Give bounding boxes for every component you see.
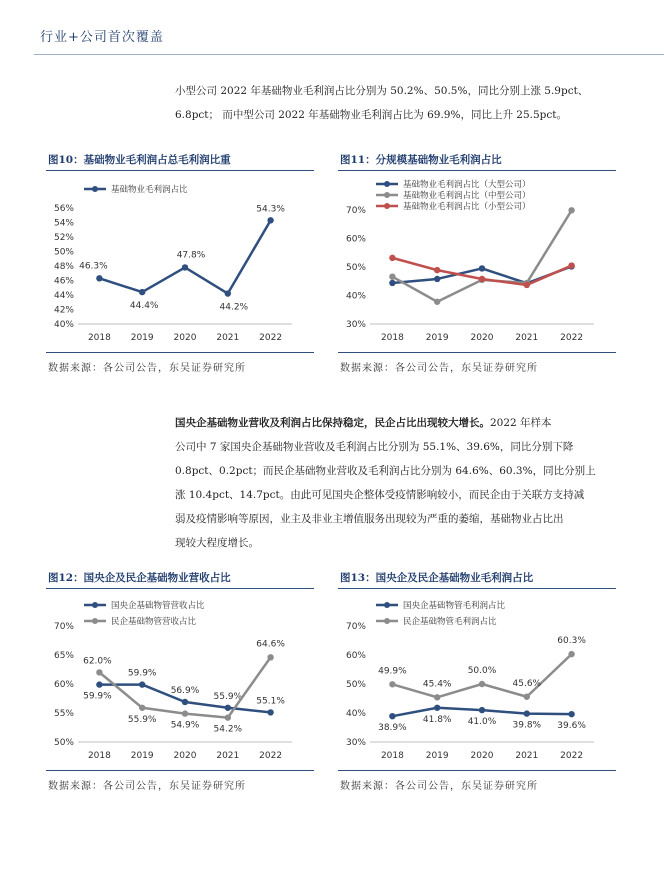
fig12-x-tick-label: 2020 [173, 751, 197, 761]
fig12-y-tick-label: 50% [53, 738, 74, 748]
fig13-data-point [479, 681, 485, 687]
fig10-data-point [139, 289, 145, 295]
fig13-y-tick-label: 70% [345, 622, 366, 632]
fig12-data-point [139, 681, 145, 687]
fig13-legend-marker [384, 618, 390, 624]
fig12-y-tick-label: 55% [53, 709, 74, 719]
fig10-y-tick-label: 44% [53, 291, 74, 301]
fig12-y-tick-label: 70% [53, 622, 74, 632]
fig12-data-label: 62.0% [83, 656, 112, 667]
fig13-legend-label: 国央企基础物管毛利润占比 [403, 601, 506, 611]
fig11-data-point [479, 276, 485, 282]
fig12-x-tick-label: 2021 [216, 751, 240, 761]
fig12-data-point [267, 654, 273, 660]
fig11-data-point [568, 207, 574, 213]
fig12-data-point [96, 681, 102, 687]
paragraph-2 [175, 411, 618, 555]
fig13-source: 数据来源：各公司公告，东吴证券研究所 [340, 781, 538, 792]
fig13-data-label: 39.6% [557, 721, 586, 732]
fig12-y-tick-label: 60% [53, 680, 74, 690]
fig13-x-tick-label: 2021 [515, 751, 539, 761]
fig13-data-point [479, 707, 485, 713]
fig12-legend-label: 国央企基础物管营收占比 [111, 601, 205, 611]
fig10-data-label: 44.4% [129, 301, 159, 312]
fig11-legend-marker [384, 192, 390, 198]
fig12-x-tick-label: 2018 [87, 751, 111, 761]
fig11-data-point [434, 276, 440, 282]
fig10-title: 图10：基础物业毛利润占总毛利润比重 [48, 154, 231, 166]
fig11-data-point [434, 267, 440, 273]
fig12-y-tick-label: 65% [53, 651, 74, 661]
fig11-x-tick-label: 2022 [560, 333, 584, 343]
fig12-data-point [182, 699, 188, 705]
fig12-data-point [96, 669, 102, 675]
fig10-x-tick-label: 2022 [259, 333, 283, 343]
fig13-y-tick-label: 30% [345, 738, 366, 748]
fig13-data-point [524, 694, 530, 700]
fig12-data-point [139, 705, 145, 711]
fig11-legend-marker [384, 181, 390, 187]
fig11-series-line [392, 210, 571, 301]
fig10-y-tick-label: 48% [53, 262, 74, 272]
fig11-legend-label: 基础物业毛利润占比（大型公司） [403, 180, 531, 190]
fig12-data-label: 56.9% [170, 685, 200, 696]
fig11-x-tick-label: 2018 [380, 333, 404, 343]
fig12-data-label: 55.9% [127, 714, 157, 725]
fig10-source: 数据来源：各公司公告，东吴证券研究所 [48, 363, 246, 374]
fig11-bottom-rule [338, 352, 616, 353]
fig12-title: 图12：国央企及民企基础物业营收占比 [48, 572, 231, 584]
fig12-data-label: 59.9% [83, 691, 112, 702]
fig13-data-label: 45.4% [422, 679, 452, 690]
fig10-y-tick-label: 46% [53, 276, 74, 287]
fig11-data-point [389, 273, 395, 279]
fig13-data-point [568, 651, 574, 657]
fig10-data-label: 44.2% [219, 302, 249, 313]
fig12-data-label: 54.9% [170, 720, 200, 731]
fig12-data-point [225, 705, 231, 711]
fig11-chart [332, 174, 622, 349]
fig11-y-tick-label: 40% [345, 291, 366, 302]
fig13-x-tick-label: 2020 [470, 751, 494, 761]
fig11-data-point [389, 255, 395, 261]
fig10-y-tick-label: 50% [53, 247, 74, 258]
fig12-x-tick-label: 2019 [130, 751, 154, 761]
fig12-data-label: 59.9% [127, 668, 157, 679]
fig12-x-tick-label: 2022 [259, 751, 283, 761]
fig11-x-tick-label: 2019 [425, 333, 449, 343]
fig11-data-point [479, 265, 485, 271]
fig13-data-label: 49.9% [378, 666, 407, 677]
fig10-data-label: 54.3% [256, 204, 285, 215]
fig13-y-tick-label: 40% [345, 709, 366, 719]
fig12-rule [46, 588, 314, 589]
fig13-title: 图13：国央企及民企基础物业毛利润占比 [340, 572, 534, 584]
fig13-rule [338, 588, 616, 589]
fig13-data-label: 38.9% [378, 723, 407, 734]
fig12-legend-label: 民企基础物管营收占比 [111, 617, 197, 627]
fig11-y-tick-label: 70% [345, 206, 366, 216]
fig12-data-label: 64.6% [256, 639, 285, 650]
fig10-x-tick-label: 2019 [130, 333, 154, 343]
fig10-y-tick-label: 54% [53, 218, 74, 229]
paragraph-2-line-2: 公司中 7 家国央企基础物业营收及毛利润占比分别为 55.1%、39.6%，同比分别下降 [175, 441, 574, 453]
fig12-legend-marker [92, 602, 98, 608]
fig13-data-label: 41.0% [467, 717, 497, 728]
fig10-bottom-rule [46, 352, 314, 353]
fig10-y-tick-label: 42% [53, 305, 74, 316]
fig11-legend-marker [384, 203, 390, 209]
fig11-rule [338, 170, 616, 171]
fig13-x-tick-label: 2018 [380, 751, 404, 761]
fig13-legend-marker [384, 602, 390, 608]
fig11-data-point [434, 299, 440, 305]
fig13-x-tick-label: 2022 [560, 751, 584, 761]
paragraph-2-line-1: 2022 年样本 [490, 417, 552, 429]
fig10-y-tick-label: 52% [53, 233, 74, 243]
fig13-data-label: 39.8% [512, 720, 542, 731]
fig10-data-label: 46.3% [79, 261, 108, 272]
fig12-bottom-rule [46, 770, 314, 771]
paragraph-1-line-2: 6.8pct； 而中型公司 2022 年基础物业毛利润占比为 69.9%，同比上升 25.5pct。 [175, 109, 567, 121]
fig13-data-label: 60.3% [557, 636, 586, 647]
fig10-x-tick-label: 2020 [173, 333, 197, 343]
fig10-y-tick-label: 56% [53, 204, 74, 214]
fig10-data-point [96, 275, 102, 281]
fig10-legend-marker [92, 186, 98, 192]
paragraph-2-line-3: 0.8pct、0.2pct；而民企基础物业营收及毛利润占比分别为 64.6%、60.3%，同比分别上 [175, 465, 596, 477]
fig13-data-point [389, 681, 395, 687]
fig13-legend-label: 民企基础物管毛利润占比 [403, 617, 497, 627]
fig12-data-label: 55.9% [213, 691, 243, 702]
fig12-data-point [182, 710, 188, 716]
fig11-source: 数据来源：各公司公告，东吴证券研究所 [340, 363, 538, 374]
fig13-data-point [434, 705, 440, 711]
fig11-title: 图11：分规模基础物业毛利润占比 [340, 154, 502, 166]
fig12-data-label: 55.1% [256, 696, 285, 707]
fig10-data-label: 47.8% [176, 250, 206, 261]
fig12-chart [40, 592, 320, 767]
fig13-x-tick-label: 2019 [425, 751, 449, 761]
fig12-source: 数据来源：各公司公告，东吴证券研究所 [48, 781, 246, 792]
fig11-legend-label: 基础物业毛利润占比（中型公司） [403, 191, 531, 201]
fig10-rule [46, 170, 314, 171]
fig12-legend-marker [92, 618, 98, 624]
fig11-y-tick-label: 60% [345, 234, 366, 245]
paragraph-2-line-4: 涨 10.4pct、14.7pct。由此可见国央企整体受疫情影响较小，而民企由于关联方支持减 [175, 489, 585, 501]
fig13-y-tick-label: 60% [345, 651, 366, 661]
fig11-x-tick-label: 2021 [515, 333, 539, 343]
fig10-y-tick-label: 40% [53, 320, 74, 330]
paragraph-2-line-5: 弱及疫情影响等原因，业主及非业主增值服务出现较为严重的萎缩，基础物业占比出 [175, 513, 564, 525]
fig10-chart [40, 174, 320, 349]
fig10-data-point [225, 290, 231, 296]
fig10-legend-label: 基础物业毛利润占比 [111, 185, 188, 195]
fig13-data-point [524, 710, 530, 716]
paragraph-1-line-1: 小型公司 2022 年基础物业毛利润占比分别为 50.2%、50.5%，同比分别上涨 5.9pct、 [175, 85, 589, 97]
fig10-x-tick-label: 2018 [87, 333, 111, 343]
fig12-data-point [225, 714, 231, 720]
fig10-data-point [267, 217, 273, 223]
fig13-data-label: 41.8% [422, 714, 452, 725]
fig11-x-tick-label: 2020 [470, 333, 494, 343]
fig13-data-label: 45.6% [512, 678, 542, 689]
fig11-y-tick-label: 30% [345, 320, 366, 330]
paragraph-2-line-6: 现较大程度增长。 [175, 537, 259, 549]
fig13-y-tick-label: 50% [345, 680, 366, 690]
fig11-y-tick-label: 50% [345, 263, 366, 273]
report-header: 行业+公司首次覆盖 [40, 30, 164, 45]
fig10-x-tick-label: 2021 [216, 333, 240, 343]
fig11-data-point [389, 280, 395, 286]
fig11-legend-label: 基础物业毛利润占比（小型公司） [403, 202, 531, 212]
fig13-data-label: 50.0% [467, 666, 497, 676]
fig13-data-point [568, 711, 574, 717]
header-divider [34, 54, 664, 55]
fig13-data-point [434, 694, 440, 700]
fig12-data-label: 54.2% [213, 724, 243, 735]
paragraph-2-bold: 国央企基础物业营收及利润占比保持稳定，民企占比出现较大增长。 [175, 417, 490, 429]
fig13-data-point [389, 713, 395, 719]
paragraph-1 [175, 79, 618, 127]
fig12-data-point [267, 709, 273, 715]
fig11-data-point [524, 282, 530, 288]
fig10-data-point [182, 264, 188, 270]
fig13-bottom-rule [338, 770, 616, 771]
fig13-chart [332, 592, 622, 767]
fig11-data-point [568, 262, 574, 268]
